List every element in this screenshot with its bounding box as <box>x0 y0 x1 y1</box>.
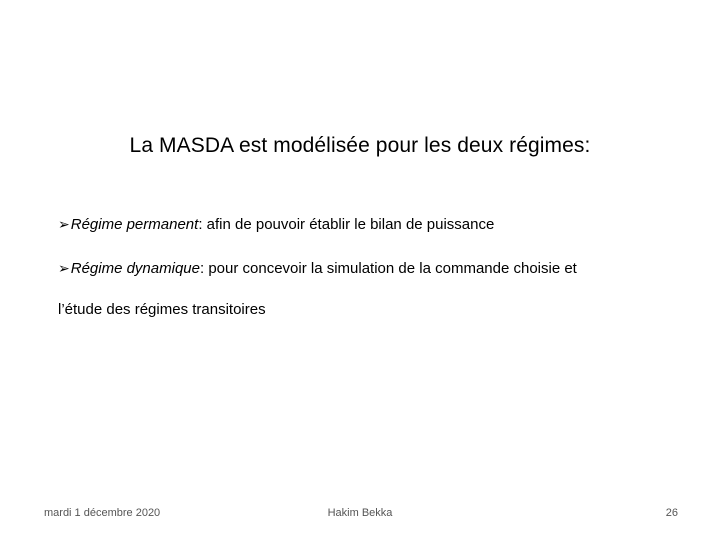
footer-date: mardi 1 décembre 2020 <box>44 507 161 519</box>
bullet-regime-permanent <box>58 214 494 235</box>
arrow-bullet-icon: ➢ <box>58 216 70 232</box>
bullet-term: Régime dynamique <box>70 260 200 277</box>
slide-title: La MASDA est modélisée pour les deux régimes: <box>129 134 591 157</box>
bullet-regime-dynamique <box>58 258 577 279</box>
arrow-bullet-icon: ➢ <box>58 260 70 276</box>
slide-number: 26 <box>665 507 678 519</box>
bullet-term: Régime permanent <box>70 216 199 233</box>
bullet-continuation: l’étude des régimes transitoires <box>58 301 266 318</box>
footer-author: Hakim Bekka <box>327 507 393 519</box>
bullet-text: : pour concevoir la simulation de la commande choisie et <box>199 260 577 277</box>
bullet-text: : afin de pouvoir établir le bilan de puissance <box>198 216 495 233</box>
